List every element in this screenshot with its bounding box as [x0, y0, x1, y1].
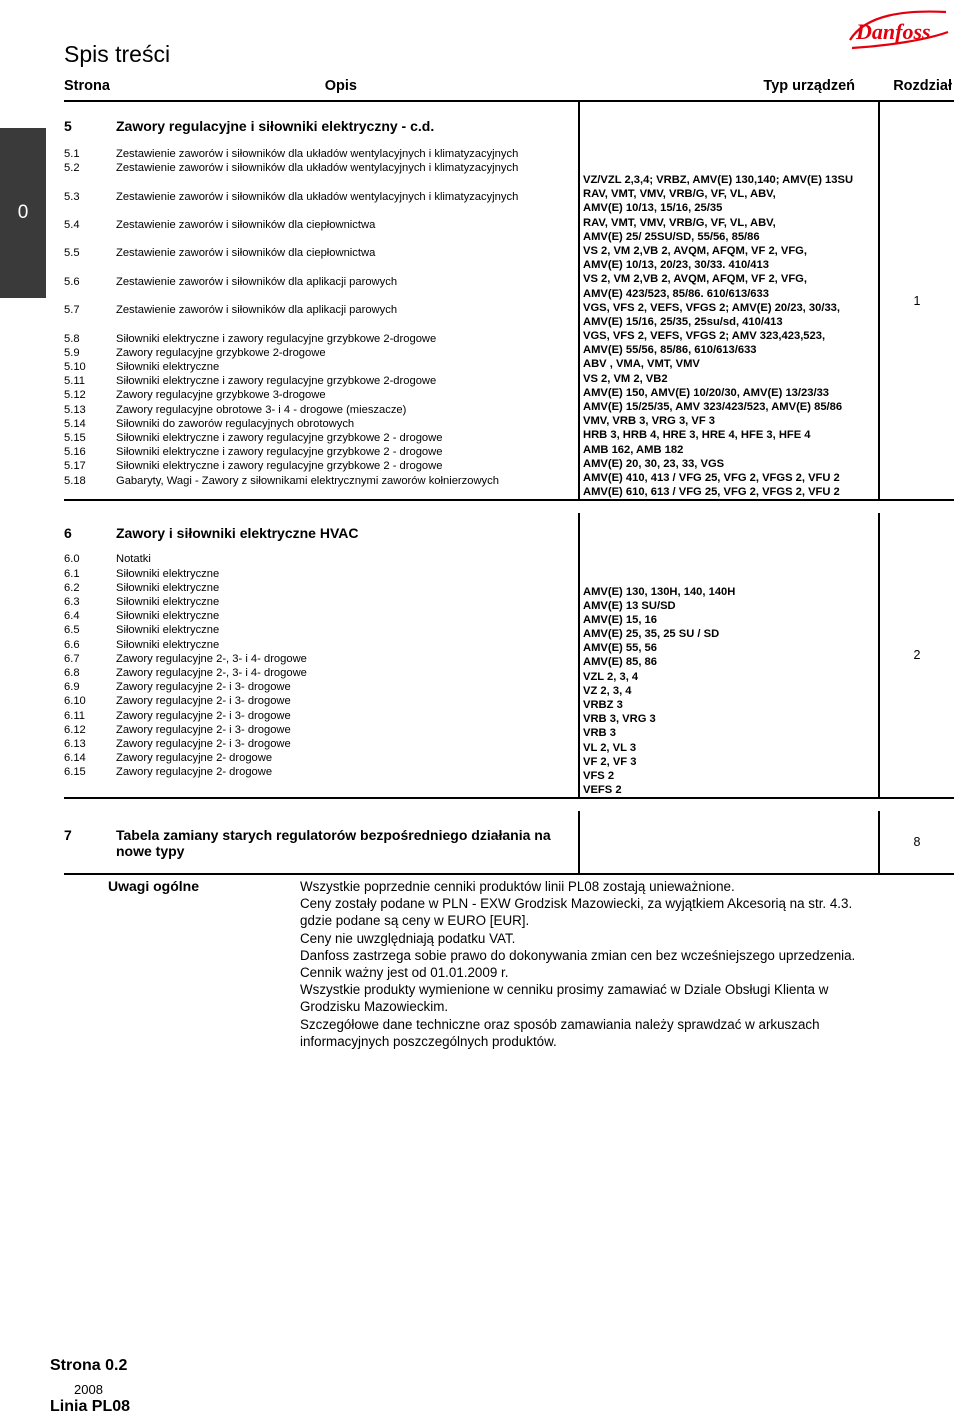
device-type-line: AMV(E) 55, 56 [583, 642, 657, 655]
device-types [579, 811, 879, 874]
header-type: Typ urządzeń [579, 72, 879, 101]
toc-row [64, 581, 578, 595]
toc-row [64, 709, 578, 723]
row-number: 5.1 [64, 148, 80, 160]
row-description: Siłowniki elektryczne i zawory regulacyjne grzybkowe 2-drogowe [116, 332, 437, 345]
section-number: 6 [64, 525, 72, 542]
device-type-line: VZ 2, 3, 4 [583, 684, 632, 697]
row-number: 5.4 [64, 218, 80, 231]
device-type-line: AMV(E) 25/ 25SU/SD, 55/56, 85/86 [583, 230, 760, 243]
toc-section [64, 513, 954, 798]
device-type-line: VFS 2 [583, 769, 615, 782]
row-number: 6.4 [64, 610, 80, 623]
row-number: 5.3 [64, 190, 80, 203]
header-page-desc [64, 72, 579, 101]
row-number: 5.13 [64, 403, 86, 416]
row-description: Zawory regulacyjne 2- i 3- drogowe [116, 737, 291, 750]
device-type-line: VS 2, VM 2,VB 2, AVQM, AFQM, VF 2, VFG, [583, 273, 807, 286]
device-type-line: VRBZ 3 [583, 699, 623, 711]
row-number: 5.12 [64, 389, 86, 402]
section-chapter: 2 [879, 513, 954, 798]
row-number: 5.16 [64, 446, 86, 459]
row-number: 6.12 [64, 723, 86, 736]
device-type-line: ABV , VMA, VMT, VMV [583, 358, 700, 371]
danfoss-logo [846, 6, 952, 54]
device-type-line: AMV(E) 13 SU/SD [583, 599, 676, 612]
row-number: 5.2 [64, 162, 80, 175]
toc-row [64, 190, 578, 218]
toc-section [64, 101, 954, 500]
row-number: 5.5 [64, 247, 80, 260]
device-type-line: VL 2, VL 3 [583, 741, 637, 754]
footer-year: 2008 [74, 1382, 103, 1397]
page-title: Spis treści [64, 41, 171, 67]
toc-row [64, 161, 578, 189]
row-description: Siłowniki elektryczne [116, 624, 220, 637]
device-type-line: VS 2, VM 2,VB 2, AVQM, AFQM, VF 2, VFG, [583, 244, 807, 257]
device-type-line: VZ/VZL 2,3,4; VRBZ, AMV(E) 130,140; AMV(E) 13SU [583, 174, 854, 186]
device-type-line [580, 570, 878, 584]
row-description: Zawory regulacyjne 2-, 3- i 4- drogowe [116, 652, 307, 665]
section-heading [64, 525, 578, 541]
row-number: 5.6 [64, 275, 80, 288]
row-description: Siłowniki elektryczne i zawory regulacyjne grzybkowe 2 - drogowe [116, 431, 443, 444]
section-chapter: 8 [879, 811, 954, 874]
row-number: 6.13 [64, 737, 86, 750]
notes-line: Ceny zostały podane w PLN - EXW Grodzisk Mazowiecki, za wyjątkiem Akcesorią na str. 4.3. [300, 896, 853, 912]
toc-row [64, 737, 578, 751]
row-description: Zawory regulacyjne grzybkowe 2-drogowe [116, 346, 326, 359]
section-title: Zawory i siłowniki elektryczne HVAC [116, 525, 359, 542]
toc-row [64, 218, 578, 246]
row-number: 5.15 [64, 431, 86, 444]
toc-row [64, 552, 578, 566]
row-number: 6.6 [64, 638, 80, 651]
toc-row [64, 609, 578, 623]
section-gap [64, 798, 954, 811]
section-number: 7 [64, 827, 72, 844]
toc-row [64, 638, 578, 652]
toc-row [64, 623, 578, 637]
row-description: Siłowniki elektryczne [116, 567, 220, 580]
footer-page: Strona 0.2 [50, 1357, 128, 1374]
toc-row [64, 723, 578, 737]
row-description: Notatki [116, 553, 151, 566]
device-type-line: AMV(E) 423/523, 85/86. 610/613/633 [583, 287, 769, 300]
row-description: Zawory regulacyjne 2-, 3- i 4- drogowe [116, 666, 307, 679]
row-number: 6.10 [64, 695, 86, 708]
row-number: 5.10 [64, 360, 86, 373]
row-description: Zawory regulacyjne 2- i 3- drogowe [116, 709, 291, 722]
device-types [579, 101, 879, 500]
toc-row [64, 275, 578, 303]
toc-row [64, 567, 578, 581]
header-desc: Opis [324, 78, 357, 94]
notes-line: Szczegółowe dane techniczne oraz sposób zamawiania należy sprawdzać w arkuszach [300, 1016, 820, 1032]
toc-row [64, 388, 578, 402]
row-description: Zestawienie zaworów i siłowników dla aplikacji parowych [116, 304, 398, 317]
section-title: Tabela zamiany starych regulatorów bezpośredniego działania na nowe typy [116, 827, 551, 860]
device-type-line: AMV(E) 10/13, 20/23, 30/33. 410/413 [583, 259, 769, 272]
device-type-line: AMV(E) 85, 86 [583, 656, 657, 669]
row-description: Zawory regulacyjne grzybkowe 3-drogowe [116, 389, 326, 402]
row-number: 6.3 [64, 595, 80, 608]
row-description: Gabaryty, Wagi - Zawory z siłownikami elektrycznymi zaworów kołnierzowych [116, 474, 499, 487]
row-description: Zestawienie zaworów i siłowników dla układów wentylacyjnych i klimatyzacyjnych [116, 162, 519, 175]
toc-row [64, 332, 578, 346]
row-description: Siłowniki elektryczne [116, 595, 220, 608]
notes-line: Wszystkie poprzednie cenniki produktów linii PL08 zostają unieważnione. [300, 879, 735, 894]
toc-row [64, 474, 578, 488]
toc-row [64, 680, 578, 694]
device-type-line: VGS, VFS 2, VEFS, VFGS 2; AMV(E) 20/23, 30/33, [583, 301, 840, 314]
section-heading [64, 827, 578, 859]
toc-row [64, 246, 578, 274]
notes-line: Ceny nie uwzględniają podatku VAT. [300, 930, 516, 946]
toc-row [64, 417, 578, 431]
row-number: 5.11 [64, 375, 85, 388]
toc-row [64, 765, 578, 779]
section-gap [64, 500, 954, 513]
device-type-line: AMV(E) 130, 130H, 140, 140H [583, 585, 736, 598]
row-description: Zestawienie zaworów i siłowników dla ciepłownictwa [116, 218, 376, 231]
device-type-line: AMB 162, AMB 182 [583, 443, 684, 456]
footer-line: Linia PL08 [50, 1398, 131, 1415]
row-description: Zawory regulacyjne obrotowe 3- i 4 - drogowe (mieszacze) [116, 403, 407, 416]
row-description: Siłowniki do zaworów regulacyjnych obrotowych [116, 417, 355, 430]
row-number: 6.8 [64, 666, 80, 679]
device-type-line: RAV, VMT, VMV, VRB/G, VF, VL, ABV, [583, 216, 776, 229]
row-number: 6.0 [64, 553, 80, 566]
device-type-line: AMV(E) 10/13, 15/16, 25/35 [583, 202, 723, 215]
section-title: Zawory regulacyjne i siłowniki elektryczny - c.d. [116, 118, 435, 134]
row-description: Siłowniki elektryczne i zawory regulacyjne grzybkowe 2-drogowe [116, 375, 437, 388]
row-number: 6.2 [64, 581, 80, 594]
notes-line: Cennik ważny jest od 01.01.2009 r. [300, 965, 509, 981]
toc-row [64, 595, 578, 609]
notes-body [300, 878, 940, 1050]
section-chapter: 1 [879, 101, 954, 500]
device-type-line: VRB 3, VRG 3 [583, 713, 656, 726]
row-description: Zawory regulacyjne 2- drogowe [116, 766, 273, 779]
device-type-line: VF 2, VF 3 [583, 755, 637, 768]
device-type-line: AMV(E) 15/25/35, AMV 323/423/523, AMV(E) 85/86 [583, 401, 843, 413]
toc-row [64, 374, 578, 388]
toc-row [64, 652, 578, 666]
device-types [579, 513, 879, 798]
toc-row [64, 346, 578, 360]
device-type-line: AMV(E) 15/16, 25/35, 25su/sd, 410/413 [583, 315, 783, 328]
row-description: Zestawienie zaworów i siłowników dla układów wentylacyjnych i klimatyzacyjnych [116, 190, 519, 203]
toc-row [64, 431, 578, 445]
toc-row [64, 666, 578, 680]
row-number: 5.9 [64, 346, 80, 359]
notes-line: Grodzisku Mazowieckim. [300, 999, 449, 1015]
notes-line: Wszystkie produkty wymienione w cenniku prosimy zamawiać w Dziale Obsługi Klienta w [300, 982, 829, 998]
row-number: 6.15 [64, 766, 86, 779]
row-number: 6.11 [64, 709, 85, 722]
device-type-line: VGS, VFS 2, VEFS, VFGS 2; AMV 323,423,523, [583, 330, 826, 343]
row-number: 6.1 [64, 567, 80, 580]
device-type-line: AMV(E) 20, 30, 23, 33, VGS [583, 457, 725, 470]
row-number: 6.5 [64, 624, 80, 637]
toc-row [64, 403, 578, 417]
row-number: 6.14 [64, 752, 86, 765]
device-type-line: VS 2, VM 2, VB2 [583, 372, 668, 385]
header-page: Strona [64, 78, 110, 94]
row-description: Zestawienie zaworów i siłowników dla aplikacji parowych [116, 275, 398, 288]
row-number: 6.7 [64, 652, 80, 665]
row-description: Zestawienie zaworów i siłowników dla układów wentylacyjnych i klimatyzacyjnych [116, 148, 519, 160]
row-description: Zestawienie zaworów i siłowników dla ciepłownictwa [116, 247, 376, 260]
notes-line: gdzie podane są ceny w EURO [EUR]. [300, 913, 530, 929]
row-description: Zawory regulacyjne 2- i 3- drogowe [116, 681, 291, 694]
device-type-line: AMV(E) 150, AMV(E) 10/20/30, AMV(E) 13/23/33 [583, 386, 830, 399]
row-description: Siłowniki elektryczne [116, 638, 220, 651]
notes-line: informacyjnych poszczególnych produktów. [300, 1033, 557, 1049]
device-type-line: VEFS 2 [583, 784, 622, 797]
toc-section [64, 811, 954, 874]
device-type-line: AMV(E) 55/56, 85/86, 610/613/633 [583, 344, 757, 357]
toc-table [64, 72, 954, 875]
row-number: 5.17 [64, 460, 86, 473]
row-description: Siłowniki elektryczne i zawory regulacyjne grzybkowe 2 - drogowe [116, 460, 443, 473]
notes-line: Danfoss zastrzega sobie prawo do dokonywania zmian cen bez wcześniejszego uprzedzenia. [300, 947, 856, 963]
row-description: Zawory regulacyjne 2- drogowe [116, 752, 273, 765]
logo-text: Danfoss [856, 19, 931, 44]
device-type-line: VRB 3 [583, 727, 616, 740]
row-number: 5.18 [64, 474, 86, 487]
device-type-line: AMV(E) 610, 613 / VFG 25, VFG 2, VFGS 2, VFU 2 [583, 486, 840, 499]
row-number: 6.9 [64, 681, 80, 694]
notes-label: Uwagi ogólne [108, 878, 199, 894]
row-description: Zawory regulacyjne 2- i 3- drogowe [116, 695, 291, 708]
row-number: 5.14 [64, 417, 86, 430]
row-description: Siłowniki elektryczne [116, 360, 220, 373]
row-description: Siłowniki elektryczne [116, 581, 220, 594]
device-type-line: RAV, VMT, VMV, VRB/G, VF, VL, ABV, [583, 188, 776, 201]
toc-row [64, 147, 578, 161]
section-heading [64, 118, 578, 134]
section-number: 5 [64, 118, 72, 134]
toc-row [64, 303, 578, 331]
toc-row [64, 459, 578, 473]
toc-row [64, 445, 578, 459]
toc-row [64, 360, 578, 374]
device-type-line: AMV(E) 15, 16 [583, 613, 657, 626]
header-chapter: Rozdział [879, 72, 954, 101]
device-type-line: VMV, VRB 3, VRG 3, VF 3 [583, 415, 716, 428]
device-type-line: VZL 2, 3, 4 [583, 670, 639, 683]
row-description: Siłowniki elektryczne i zawory regulacyjne grzybkowe 2 - drogowe [116, 446, 443, 459]
row-number: 5.7 [64, 304, 80, 317]
toc-row [64, 694, 578, 708]
device-type-line: AMV(E) 25, 35, 25 SU / SD [583, 628, 720, 641]
toc-row [64, 751, 578, 765]
row-number: 5.8 [64, 332, 80, 345]
device-type-line: AMV(E) 410, 413 / VFG 25, VFG 2, VFGS 2, VFU 2 [583, 471, 840, 484]
row-description: Zawory regulacyjne 2- i 3- drogowe [116, 723, 291, 736]
section-tab-marker: 0 [0, 128, 46, 298]
row-description: Siłowniki elektryczne [116, 610, 220, 623]
device-type-line: HRB 3, HRB 4, HRE 3, HRE 4, HFE 3, HFE 4 [583, 429, 811, 442]
